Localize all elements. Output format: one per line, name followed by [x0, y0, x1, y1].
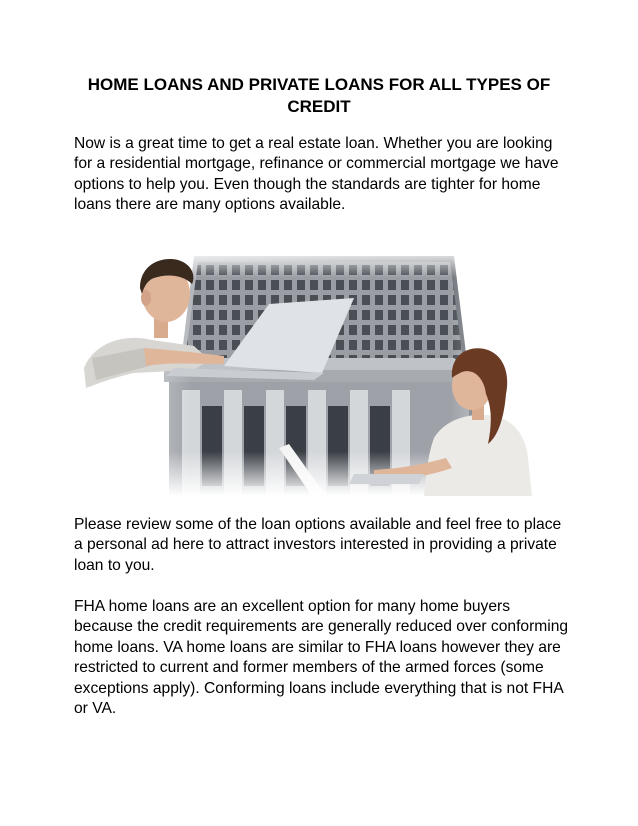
loan-options-paragraph: Please review some of the loan options available and feel free to place a personal ad here to attract investors interested in providing a private loan to you.: [74, 516, 562, 574]
fha-va-paragraph: FHA home loans are an excellent option for many home buyers because the credit requirements are generally reduced over conforming home loans. VA home loans are similar to FHA loans however they are restricted to current and former members of the armed forces (some exceptions apply). Conforming loans include everything that is not FHA or VA.: [74, 598, 569, 718]
intro-paragraph: Now is a great time to get a real estate loan. Whether you are looking for a residential mortgage, refinance or commercial mortgage we have options to help you. Even though the standards are tighter for home loans there are many options available.: [74, 135, 559, 214]
hero-illustration: [74, 248, 544, 496]
page-title: HOME LOANS AND PRIVATE LOANS FOR ALL TYPES OF CREDIT: [87, 75, 551, 116]
